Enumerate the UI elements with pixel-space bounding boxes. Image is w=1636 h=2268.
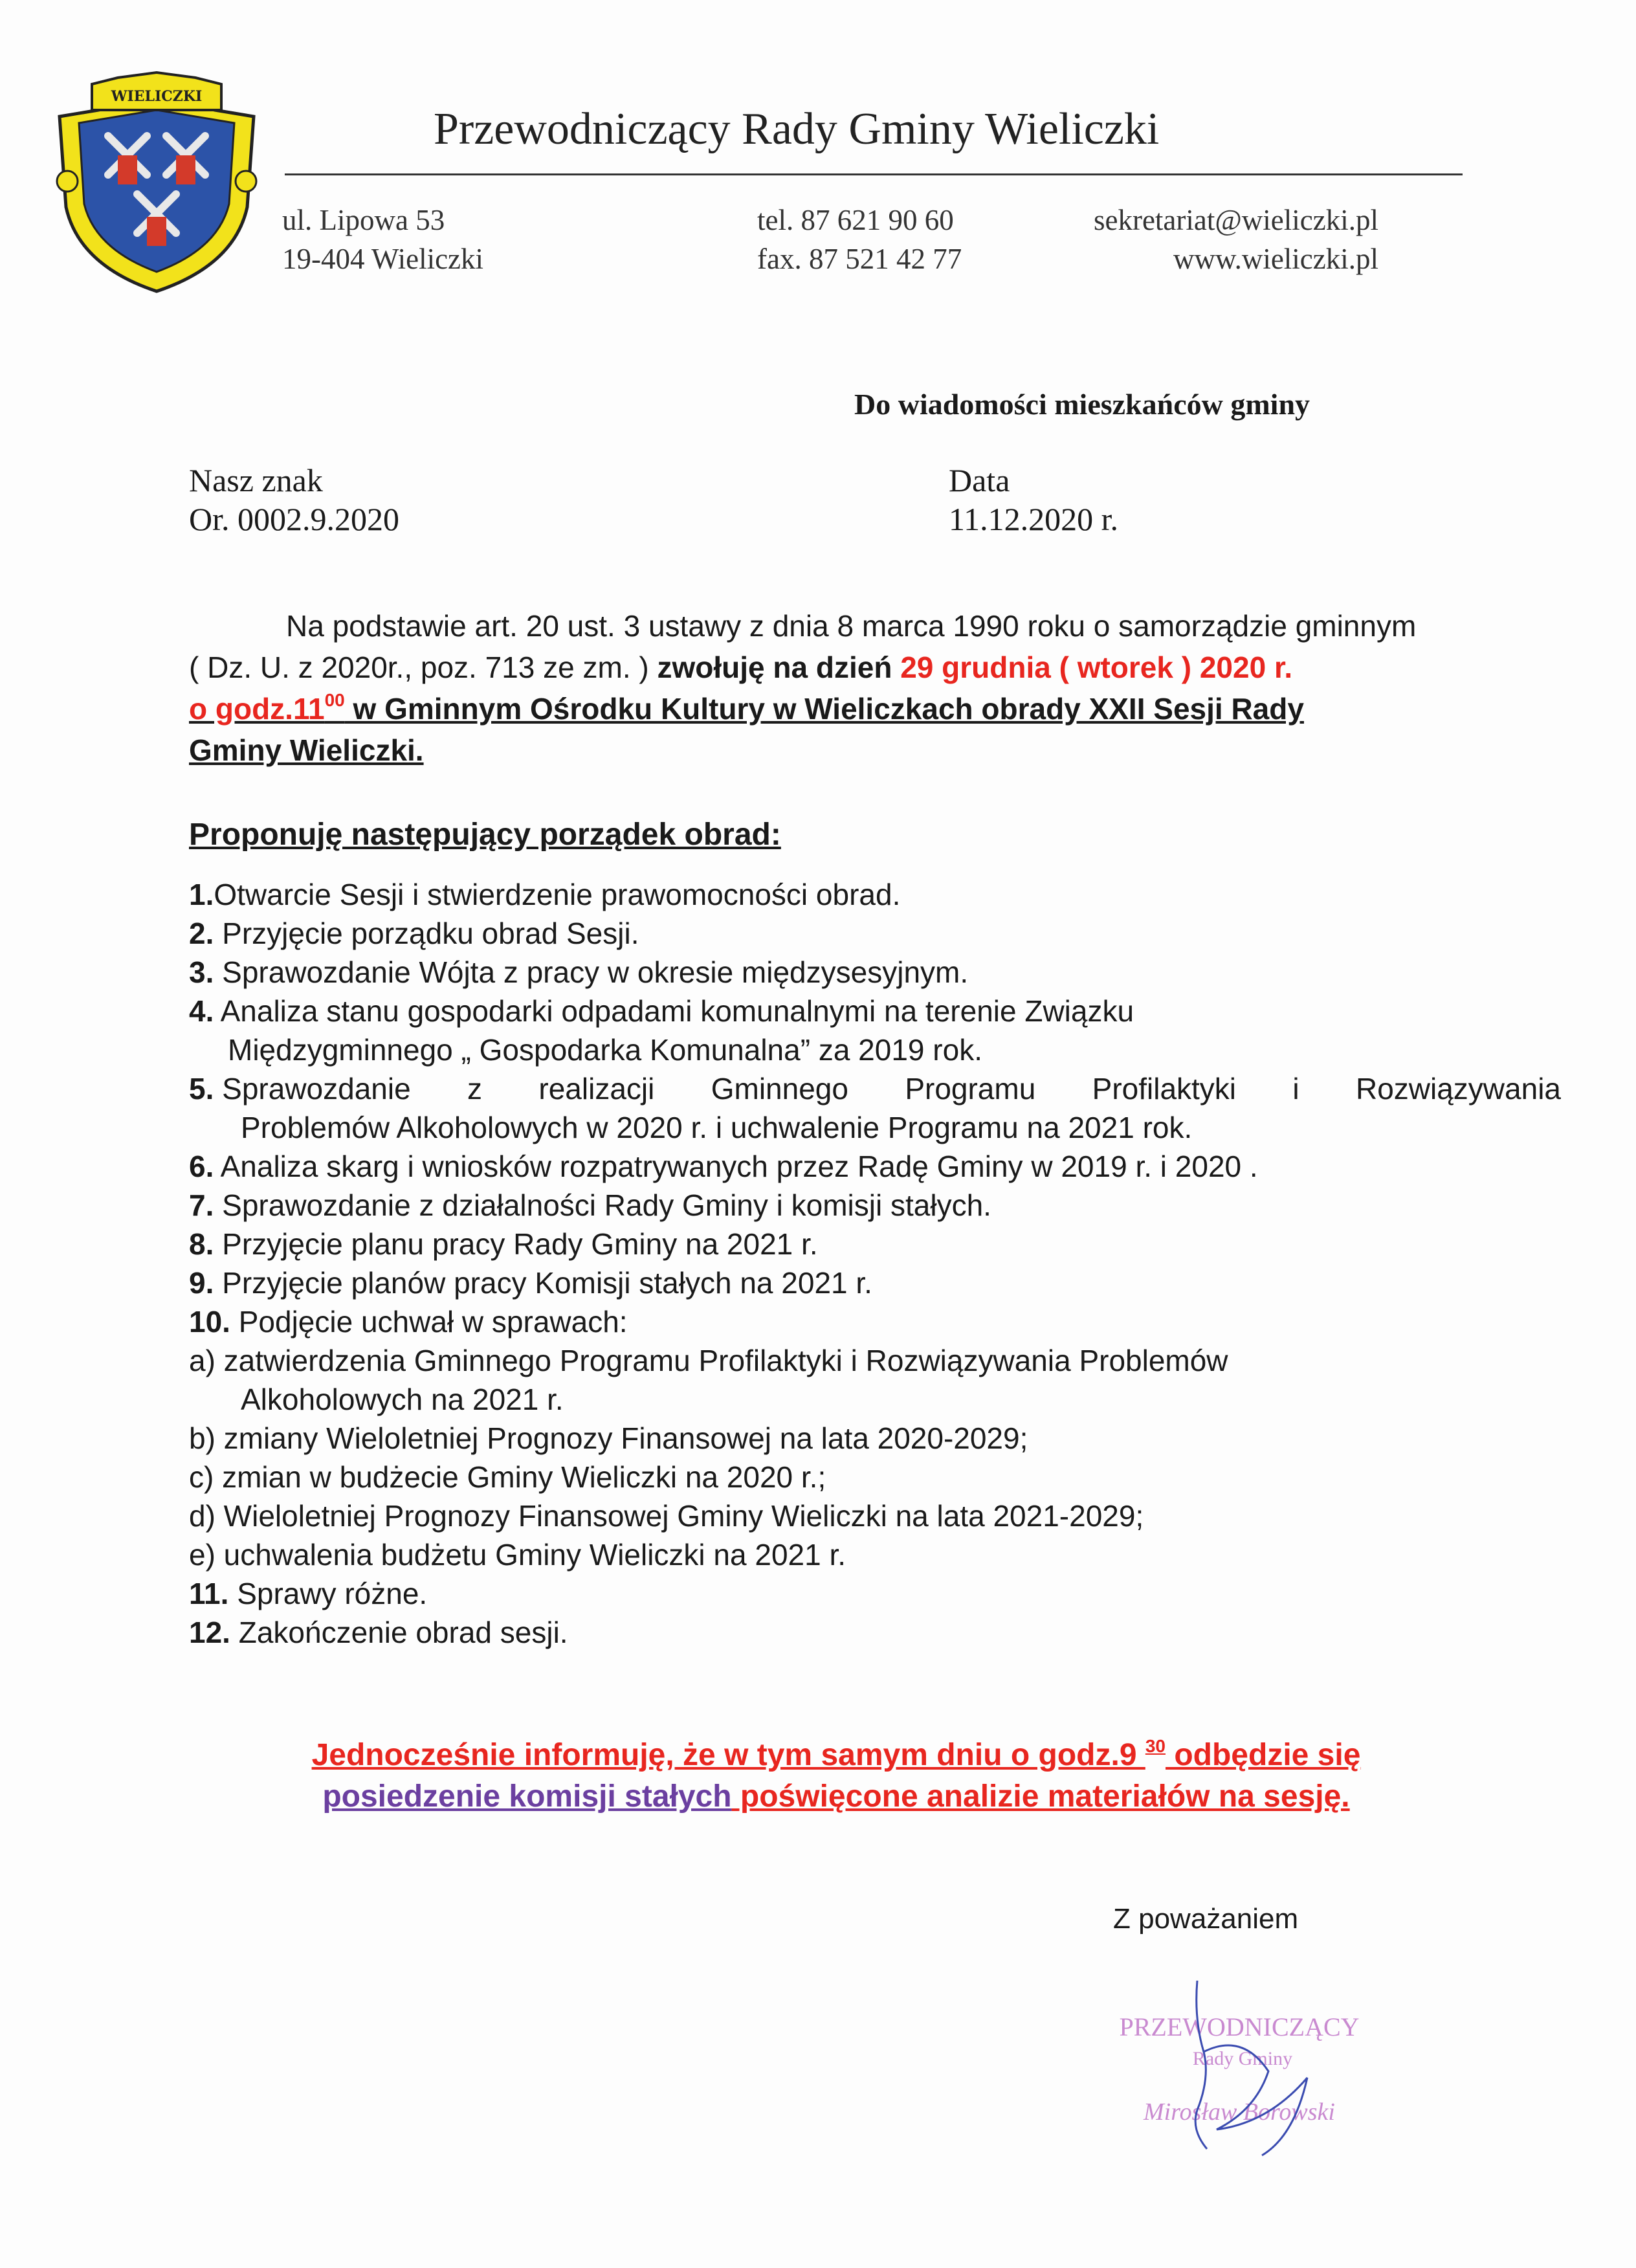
letterhead-title: Przewodniczący Rady Gminy Wieliczki	[434, 104, 1160, 154]
agenda-item-9	[189, 1263, 1574, 1302]
website-address: www.wieliczki.pl	[1173, 243, 1378, 275]
agenda-text: Zakończenie obrad sesji.	[230, 1616, 568, 1649]
agenda-word: i	[1292, 1072, 1299, 1106]
reference-label: Nasz znak	[189, 462, 323, 498]
signature-stamp	[1100, 1981, 1372, 2175]
stamp-title: PRZEWODNICZĄCY	[1119, 2012, 1360, 2041]
agenda-subitem-b: b) zmiany Wieloletniej Prognozy Finansowej na lata 2020-2029;	[189, 1421, 1028, 1455]
agenda-subitem-e: e) uchwalenia budżetu Gminy Wieliczki na 2021 r.	[189, 1538, 846, 1572]
agenda-item-4-cont: Międzygminnego „ Gospodarka Komunalna” za 2019 rok.	[228, 1033, 982, 1067]
agenda-subitem-a: a) zatwierdzenia Gminnego Programu Profilaktyki i Rozwiązywania Problemów	[189, 1344, 1228, 1377]
agenda-text: Analiza skarg i wniosków rozpatrywanych przez Radę Gminy w 2019 r. i 2020 .	[214, 1150, 1258, 1183]
agenda-word: Gminnego	[711, 1072, 848, 1106]
agenda-item-8	[189, 1225, 1574, 1263]
agenda-word: realizacji	[538, 1072, 655, 1106]
agenda-item-4	[189, 992, 1574, 1030]
notice-line-2	[189, 1776, 1483, 1818]
phone-block	[757, 201, 962, 278]
agenda-item-10	[189, 1302, 1574, 1341]
agenda-number: 1.	[189, 878, 214, 911]
agenda-number: 8.	[189, 1227, 214, 1261]
intro-line-4: Gminy Wieliczki.	[189, 733, 424, 767]
agenda-number: 4.	[189, 994, 214, 1028]
agenda-text: Analiza stanu gospodarki odpadami komunalnymi na terenie Związku	[214, 994, 1134, 1028]
agenda-item-7	[189, 1186, 1574, 1225]
reference-block	[189, 461, 399, 539]
convene-text: zwołuję na dzień	[657, 650, 901, 684]
notice-text-2: odbędzie się	[1166, 1738, 1361, 1772]
coat-of-arms-logo	[53, 58, 260, 298]
agenda-item-5-lead	[189, 1069, 411, 1108]
date-block	[949, 461, 1118, 539]
address-street: ul. Lipowa 53	[282, 204, 445, 236]
agenda-number: 10.	[189, 1305, 230, 1339]
address-city: 19-404 Wieliczki	[282, 243, 484, 275]
agenda-text: Przyjęcie planu pracy Rady Gminy na 2021 r.	[214, 1227, 818, 1261]
agenda-number: 5.	[189, 1072, 214, 1106]
agenda-item-11	[189, 1574, 1574, 1613]
agenda-word: Rozwiązywania	[1355, 1072, 1561, 1106]
agenda-text: Przyjęcie porządku obrad Sesji.	[214, 917, 639, 950]
agenda-subitem-d: d) Wieloletniej Prognozy Finansowej Gminy Wieliczki na lata 2021-2029;	[189, 1499, 1144, 1533]
agenda-item-2	[189, 914, 1574, 953]
agenda-subitem-c: c) zmian w budżecie Gminy Wieliczki na 2020 r.;	[189, 1460, 826, 1494]
web-block	[1061, 201, 1378, 278]
phone-number: tel. 87 621 90 60	[757, 204, 954, 236]
notice-text-4: poświęcone analizie materiałów na sesję.	[731, 1779, 1350, 1814]
agenda-list	[189, 875, 1574, 1652]
agenda-number: 3.	[189, 955, 214, 989]
agenda-text: Sprawy różne.	[228, 1577, 428, 1610]
crest-label: WIELICZKI	[111, 88, 203, 105]
legal-reference: ( Dz. U. z 2020r., poz. 713 ze zm. )	[189, 650, 658, 684]
agenda-item-3	[189, 953, 1574, 992]
date-value: 11.12.2020 r.	[949, 501, 1119, 537]
agenda-text: Sprawozdanie Wójta z pracy w okresie międzysesyjnym.	[214, 955, 969, 989]
address-block	[282, 201, 483, 278]
agenda-text: Sprawozdanie z działalności Rady Gminy i komisji stałych.	[214, 1188, 991, 1222]
letterhead-divider	[285, 173, 1463, 175]
agenda-number: 11.	[189, 1577, 229, 1610]
session-place: w Gminnym Ośrodku Kultury w Wieliczkach obrady XXII Sesji Rady	[344, 692, 1304, 726]
date-label: Data	[949, 462, 1010, 498]
agenda-item-6	[189, 1147, 1574, 1186]
intro-line-3	[189, 688, 1470, 729]
stamp-name: Mirosław Borowski	[1144, 2098, 1335, 2126]
agenda-item-1	[189, 875, 1574, 914]
stamp-council: Rady Gminy	[1192, 2048, 1293, 2069]
intro-line-2	[189, 647, 1470, 688]
agenda-subitem-a-cont: Alkoholowych na 2021 r.	[241, 1383, 564, 1416]
agenda-item-5-cont: Problemów Alkoholowych w 2020 r. i uchwalenie Programu na 2021 rok.	[241, 1111, 1193, 1144]
intro-line-1: Na podstawie art. 20 ust. 3 ustawy z dnia 8 marca 1990 roku o samorządzie gminnym	[286, 609, 1417, 643]
intro-paragraph	[189, 605, 1470, 771]
agenda-number: 6.	[189, 1150, 214, 1183]
committee-notice	[189, 1735, 1483, 1818]
agenda-word: Programu	[905, 1072, 1036, 1106]
agenda-item-12	[189, 1613, 1574, 1652]
closing-salutation: Z poważaniem	[1113, 1903, 1299, 1935]
session-time-minutes: 00	[324, 690, 345, 710]
agenda-text: Przyjęcie planów pracy Komisji stałych na 2021 r.	[214, 1266, 872, 1300]
notice-time-minutes: 30	[1145, 1736, 1166, 1756]
agenda-number: 2.	[189, 917, 214, 950]
recipient-line: Do wiadomości mieszkańców gminy	[854, 388, 1310, 421]
agenda-heading: Proponuję następujący porządek obrad:	[189, 817, 781, 852]
agenda-text: Otwarcie Sesji i stwierdzenie prawomocności obrad.	[214, 878, 901, 911]
email-address: sekretariat@wieliczki.pl	[1093, 204, 1378, 236]
notice-line-1	[189, 1735, 1483, 1776]
agenda-number: 7.	[189, 1188, 214, 1222]
agenda-number: 9.	[189, 1266, 214, 1300]
notice-text-3: posiedzenie komisji stałych	[322, 1779, 732, 1814]
reference-number: Or. 0002.9.2020	[189, 501, 399, 537]
notice-text-1: Jednocześnie informuję, że w tym samym dniu o godz.9	[311, 1738, 1145, 1772]
agenda-number: 12.	[189, 1616, 230, 1649]
fax-number: fax. 87 521 42 77	[757, 243, 962, 275]
agenda-item-5	[189, 1069, 1561, 1108]
session-time: o godz.11	[189, 692, 325, 726]
agenda-word: Profilaktyki	[1092, 1072, 1237, 1106]
agenda-text: Podjęcie uchwał w sprawach:	[230, 1305, 628, 1339]
agenda-word: Sprawozdanie	[222, 1072, 411, 1106]
agenda-word: z	[467, 1072, 483, 1106]
session-date: 29 grudnia ( wtorek ) 2020 r.	[900, 650, 1293, 684]
